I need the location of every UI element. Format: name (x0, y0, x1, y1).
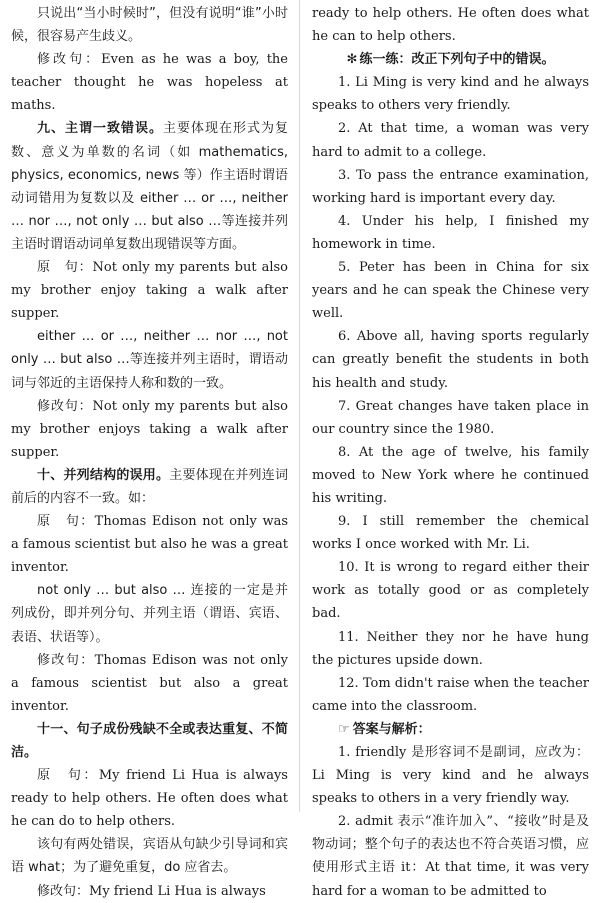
sentence-text: My friend Li Hua is always ready to help others. He often does what he can do to help others. (11, 768, 288, 830)
exercise-item: 2. At that time, a woman was very hard to admit to a college. (312, 121, 589, 160)
sentence-text: My friend Li Hua is always (89, 883, 266, 899)
answer-item: 2. admit 表示“准许加入”、“接收”时是及物动词；整个句子的表达也不符合英语习惯，应使用形式主语 it：At that time, it was very hard for a woman to be admitted to (312, 814, 589, 899)
exercise-item: 6. Above all, having sports regularly can greatly benefit the students in both his health and study. (312, 329, 589, 391)
revised-sentence (11, 395, 288, 464)
section-9 (11, 117, 288, 256)
original-label: 原 句： (37, 260, 93, 276)
explanation: either … or …, neither … nor …, not only … but also …等连接并列主语时，谓语动词与邻近的主语保持人称和数的一致。 (11, 329, 288, 391)
original-sentence (11, 510, 288, 579)
explanation: 该句有两处错误，宾语从句缺少引导词和宾语 what；为了避免重复，do 应省去。 (11, 837, 288, 876)
exercise-item: 12. Tom didn't raise when the teacher came into the classroom. (312, 675, 589, 714)
section-heading: 九、主谓一致错误。 (37, 121, 163, 137)
section-11-heading: 十一、句子成份残缺不全或表达重复、不简洁。 (11, 721, 288, 760)
paragraph: 只说出“当小时候时”，但没有说明“谁”小时候，很容易产生歧义。 (11, 6, 288, 45)
exercise-item: 3. To pass the entrance examination, working hard is important every day. (312, 167, 589, 206)
revised-label: 修改句： (37, 52, 102, 68)
original-sentence (11, 256, 288, 325)
original-label: 原 句： (37, 768, 99, 784)
sentence-text: Thomas Edison not only was a famous scientist but also he was a great inventor. (11, 514, 288, 576)
section-text: 主要体现在并列连词前后的内容不一致。如： (11, 467, 288, 506)
pointing-hand-icon: ☞ (338, 721, 350, 737)
section-heading: 十、并列结构的误用。 (37, 467, 170, 483)
sentence-text: Not only my parents but also my brother enjoy taking a walk after supper. (11, 260, 288, 322)
section-text: 主要体现在形式为复数、意义为单数的名词（如 mathematics, physics, economics, news 等）作主语时谓语动词错用为复数以及 either … or …, neither … nor …, not only … but also …等连接并列主语时谓语动词单复数出现错误等方面。 (11, 121, 288, 252)
revised-sentence (11, 649, 288, 718)
exercise-item: 1. Li Ming is very kind and he always speaks to others very friendly. (312, 75, 589, 114)
exercise-item: 11. Neither they nor he have hung the pictures upside down. (312, 629, 589, 668)
exercise-item: 8. At the age of twelve, his family moved to New York where he continued his writing. (312, 444, 589, 506)
exercise-heading: ✻ 练一练：改正下列句子中的错误。 (346, 52, 555, 68)
revised-label: 修改句： (37, 883, 90, 899)
revised-label: 修改句： (37, 398, 93, 414)
sentence-text: Even as he was a boy, the teacher thought he was hopeless at maths. (11, 52, 288, 114)
original-sentence (11, 764, 288, 833)
left-column (11, 2, 288, 903)
revised-label: 修改句： (37, 652, 95, 668)
original-label: 原 句： (37, 514, 95, 530)
continued-sentence: ready to help others. He often does what he can to help others. (312, 6, 589, 45)
exercise-item: 7. Great changes have taken place in our country since the 1980. (312, 398, 589, 437)
exercise-list (312, 71, 589, 718)
answer-heading: ☞ 答案与解析： (338, 721, 431, 737)
sentence-text: Not only my parents but also my brother enjoys taking a walk after supper. (11, 398, 288, 460)
explanation: not only … but also … 连接的一定是并列成份，即并列分句、并列主语（谓语、宾语、表语、状语等）。 (11, 583, 288, 645)
revised-sentence (11, 880, 288, 903)
exercise-item: 10. It is wrong to regard either their work as totally good or as completely bad. (312, 560, 589, 622)
exercise-item: 4. Under his help, I finished my homework in time. (312, 213, 589, 252)
right-column (312, 2, 589, 903)
column-divider (299, 0, 300, 812)
star-icon: ✻ (346, 52, 358, 68)
revised-sentence (11, 48, 288, 117)
exercise-item: 5. Peter has been in China for six years and he can speak the Chinese very well. (312, 260, 589, 322)
exercise-item: 9. I still remember the chemical works I once worked with Mr. Li. (312, 514, 589, 553)
sentence-text: Thomas Edison was not only a famous scientist but also a great inventor. (11, 652, 288, 714)
answer-item: 1. friendly 是形容词不是副词，应改为：Li Ming is very kind and he always speaks to others in a very friendly way. (312, 745, 589, 807)
section-10 (11, 464, 288, 510)
